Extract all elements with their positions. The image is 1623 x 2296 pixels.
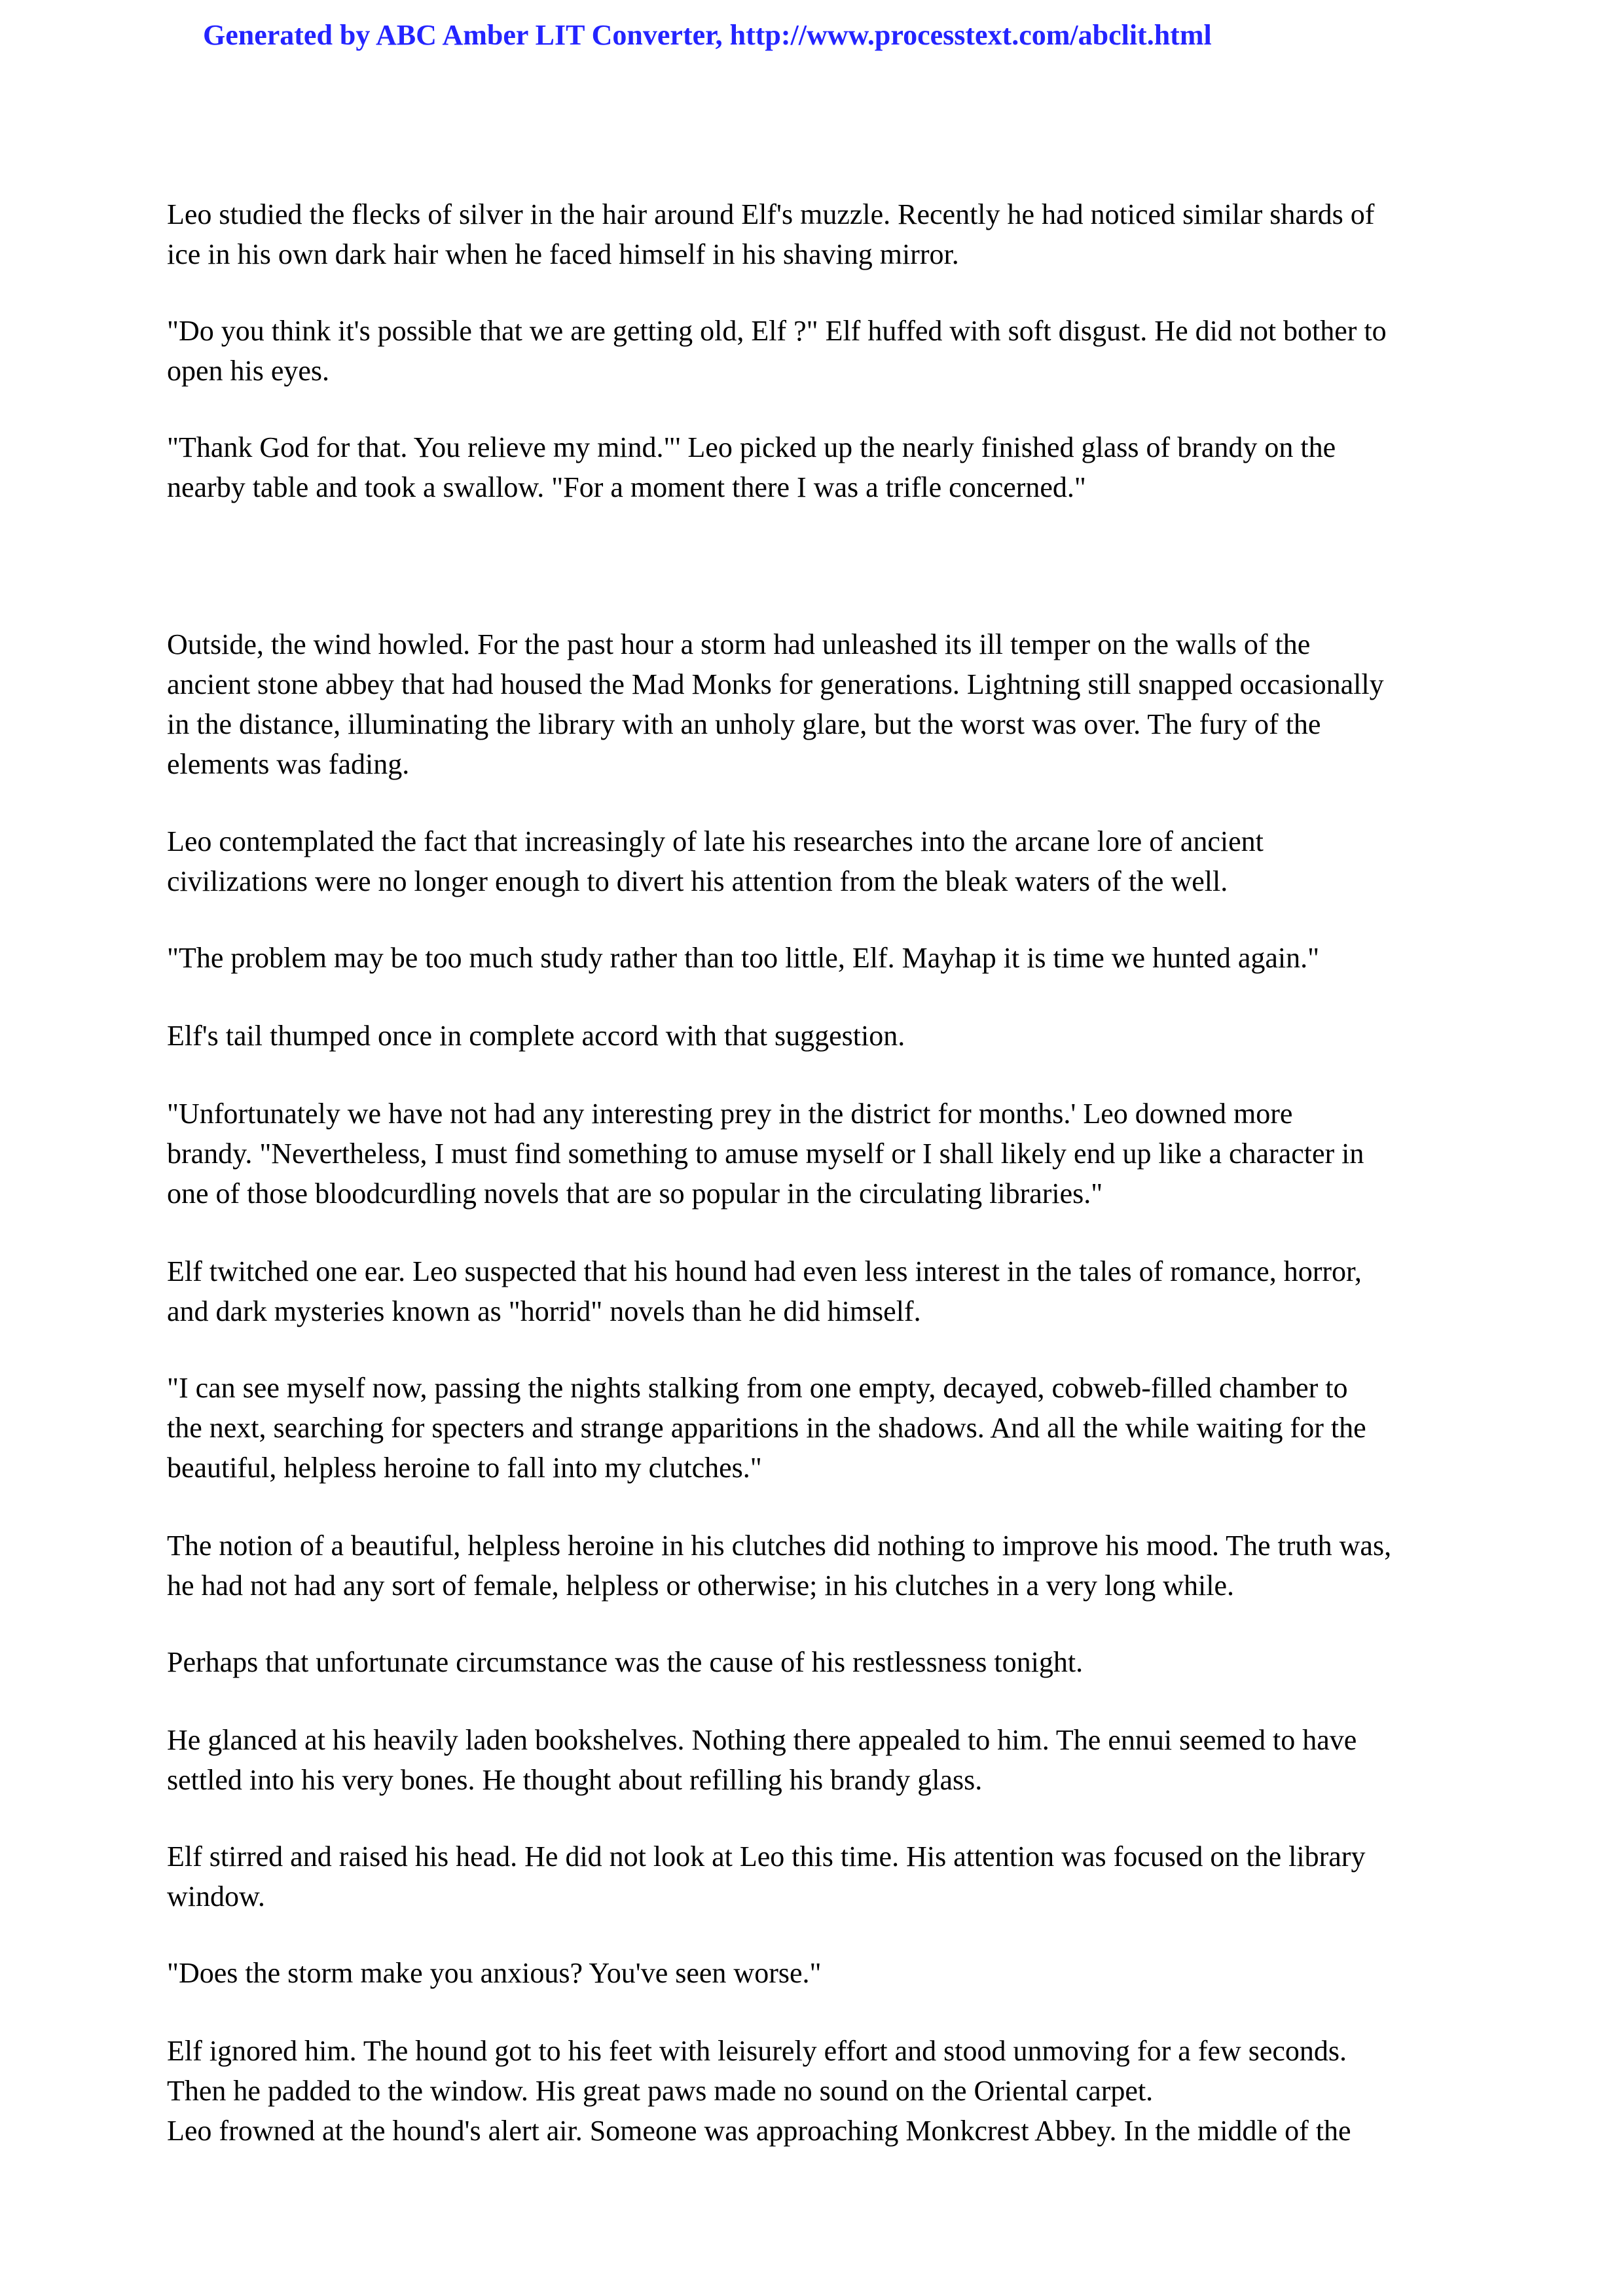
- paragraph-10: "I can see myself now, passing the nights stalking from one empty, decayed, cobweb-filled chamber to the next, searching for specters and strange apparitions in the shadows. And all the while waiting for the beautiful, helpless heroine to fall into my clutches.": [167, 1372, 1366, 1484]
- paragraph-9: Elf twitched one ear. Leo suspected that his hound had even less interest in the tales of romance, horror, and dark mysteries known as "horrid" novels than he did himself.: [167, 1255, 1362, 1327]
- paragraph-12: Perhaps that unfortunate circumstance was the cause of his restlessness tonight.: [167, 1646, 1084, 1678]
- paragraph-16: Elf ignored him. The hound got to his feet with leisurely effort and stood unmoving for a few seconds. Then he padded to the window. His great paws made no sound on the Oriental carpet. Leo frowned at the hound's alert air. Someone was approaching Monkcrest Abbey. In the middle of the: [167, 2035, 1351, 2147]
- paragraph-4: Outside, the wind howled. For the past hour a storm had unleashed its ill temper on the walls of the ancient stone abbey that had housed the Mad Monks for generations. Lightning still snapped occasionally in the distance, illuminating the library with an unholy glare, but the worst was over. The fury of the elements was fading.: [167, 628, 1384, 780]
- paragraph-8: "Unfortunately we have not had any interesting prey in the district for months.' Leo downed more brandy. "Nevertheless, I must find something to amuse myself or I shall likely end up like a character in one of those bloodcurdling novels that are so popular in the circulating libraries.": [167, 1098, 1364, 1210]
- converter-header[interactable]: Generated by ABC Amber LIT Converter, http://www.processtext.com/abclit.html: [203, 19, 1212, 51]
- paragraph-2: "Do you think it's possible that we are getting old, Elf ?" Elf huffed with soft disgust. He did not bother to open his eyes.: [167, 315, 1387, 387]
- paragraph-5: Leo contemplated the fact that increasingly of late his researches into the arcane lore of ancient civilizations were no longer enough to divert his attention from the bleak waters of the well.: [167, 825, 1264, 897]
- paragraph-6: "The problem may be too much study rather than too little, Elf. Mayhap it is time we hunted again.": [167, 942, 1320, 974]
- paragraph-7: Elf's tail thumped once in complete accord with that suggestion.: [167, 1020, 905, 1052]
- paragraph-13: He glanced at his heavily laden bookshelves. Nothing there appealed to him. The ennui seemed to have settled into his very bones. He thought about refilling his brandy glass.: [167, 1724, 1357, 1796]
- paragraph-3: "Thank God for that. You relieve my mind."' Leo picked up the nearly finished glass of brandy on the nearby table and took a swallow. "For a moment there I was a trifle concerned.": [167, 431, 1336, 503]
- paragraph-1: Leo studied the flecks of silver in the hair around Elf's muzzle. Recently he had noticed similar shards of ice in his own dark hair when he faced himself in his shaving mirror.: [167, 198, 1375, 270]
- paragraph-14: Elf stirred and raised his head. He did not look at Leo this time. His attention was focused on the library window.: [167, 1840, 1366, 1912]
- paragraph-15: "Does the storm make you anxious? You've seen worse.": [167, 1957, 822, 1989]
- paragraph-11: The notion of a beautiful, helpless heroine in his clutches did nothing to improve his mood. The truth was, he had not had any sort of female, helpless or otherwise; in his clutches in a very long while.: [167, 1530, 1392, 1602]
